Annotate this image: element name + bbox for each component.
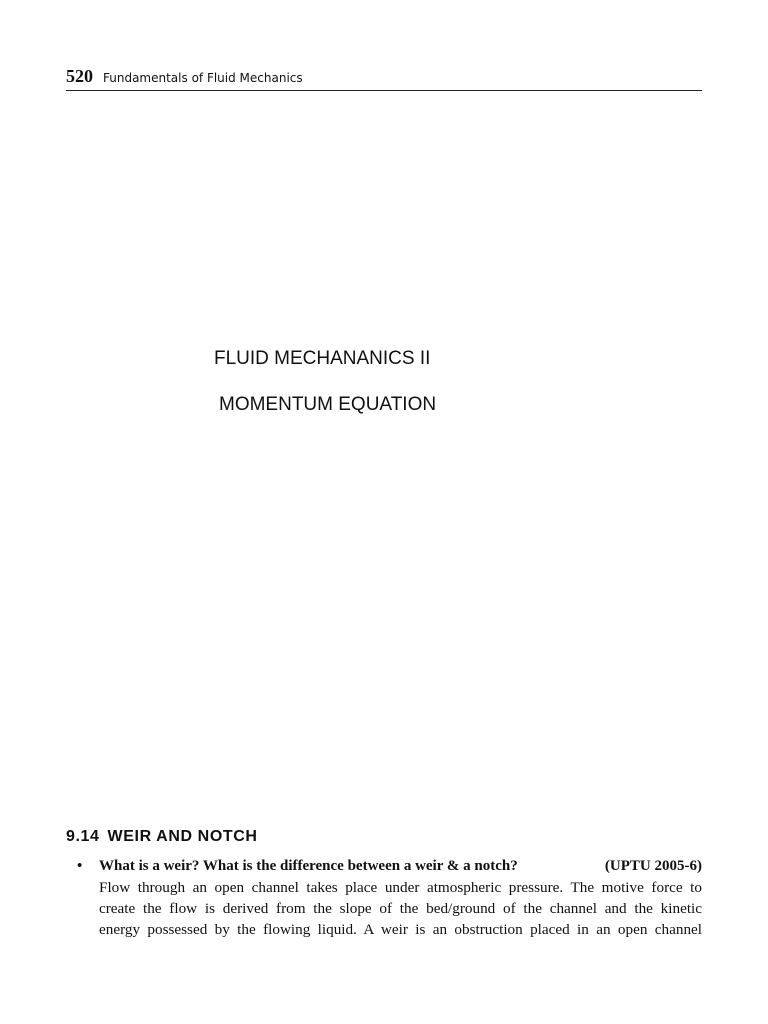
body-paragraph <box>99 877 702 940</box>
title-line-1: FLUID MECHANANICS II <box>214 348 431 369</box>
title-line-2: MOMENTUM EQUATION <box>219 394 437 415</box>
book-title: Fundamentals of Fluid Mechanics <box>103 71 303 85</box>
question-text: What is a weir? What is the difference between a weir & a notch? <box>99 858 518 874</box>
section-number: 9.14 <box>66 828 100 845</box>
bullet-icon: • <box>77 858 83 874</box>
paragraph-line: create the flow is derived from the slope of the bed/ground of the channel and the kinetic <box>99 900 702 917</box>
question-reference: (UPTU 2005-6) <box>604 858 702 874</box>
page-number: 520 <box>66 66 93 86</box>
question-item <box>77 858 702 875</box>
paragraph-line: Flow through an open channel takes place under atmospheric pressure. The motive force to <box>99 879 702 896</box>
section-heading <box>66 828 258 846</box>
paragraph-line: energy possessed by the flowing liquid. A weir is an obstruction placed in an open channel <box>99 921 702 938</box>
running-header <box>66 66 702 91</box>
section-title: WEIR AND NOTCH <box>107 828 258 845</box>
